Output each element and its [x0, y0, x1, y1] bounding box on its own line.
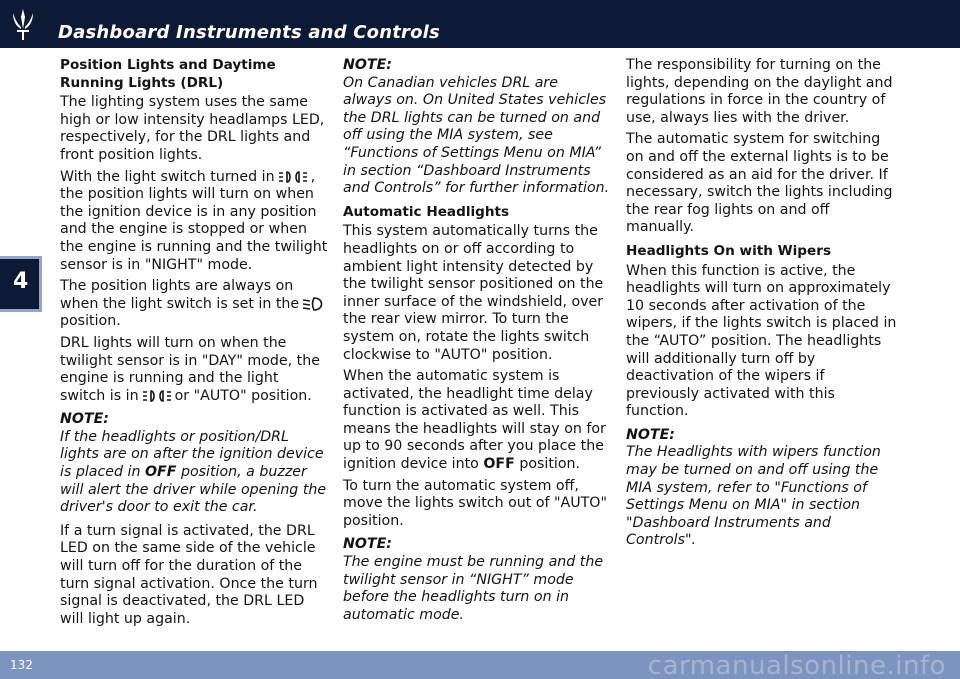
note-text: If the headlights or position/DRL lights are on after the ignition device is placed in OFF position, a buzzer will alert the driver while opening the driver's door to exit the car. [60, 428, 327, 516]
paragraph: With the light switch turned in , the position lights will turn on when the ignition device is in any position and the engine is stopped or when the engine is running and the twilight sensor is in "NIGHT" mode. [60, 168, 328, 273]
section-heading-position-lights: Position Lights and Daytime Running Lights (DRL) [60, 57, 276, 91]
section-heading-automatic-headlights: Automatic Headlights [343, 203, 510, 220]
paragraph: The responsibility for turning on the lights, depending on the daylight and regulations in force in the country of use, always lies with the driver. [626, 57, 893, 126]
note-text: The engine must be running and the twilight sensor in “NIGHT” mode before the headlights turn on in automatic mode. [343, 554, 604, 623]
section-heading-headlights-wipers: Headlights On with Wipers [626, 242, 832, 259]
low-beam-icon [302, 296, 324, 312]
position-lights-icon [278, 170, 308, 184]
paragraph: To turn the automatic system off, move the lights switch out of "AUTO" position. [343, 477, 607, 529]
note-label: NOTE: [60, 411, 109, 428]
paragraph: When this function is active, the headlights will turn on approximately 10 seconds after activation of the wipers, if the lights switch is placed in the “AUTO” position. The headlights will additionally turn off by deactivation of the wipers if previously activated with this function. [626, 262, 897, 420]
note-label: NOTE: [626, 426, 675, 443]
position-lights-icon [142, 389, 172, 403]
column-3 [626, 57, 898, 554]
page-title: Dashboard Instruments and Controls [58, 22, 440, 43]
paragraph: When the automatic system is activated, the headlight time delay function is activated as well. This means the headlights will stay on for up to 90 seconds after you place the ignition device into OFF position. [343, 368, 606, 473]
page-number: 132 [10, 658, 33, 672]
column-2 [343, 57, 611, 628]
page-footer [0, 651, 960, 679]
paragraph: The automatic system for switching on and off the external lights is to be considered as an aid for the driver. If necessary, switch the lights including the rear fog lights on and off manually. [626, 131, 893, 236]
trident-logo [8, 7, 38, 41]
paragraph: The position lights are always on when the light switch is set in theposition. [60, 278, 328, 331]
note-text: The Headlights with wipers function may be turned on and off using the MIA system, refer to "Functions of Settings Menu on MIA" in section "Dashboard Instruments and Controls". [626, 444, 881, 549]
paragraph: The lighting system uses the same high or low intensity headlamps LED, respectively, for the DRL lights and front position lights. [60, 94, 325, 163]
paragraph: If a turn signal is activated, the DRL LED on the same side of the vehicle will turn off for the duration of the turn signal activation. Once the turn signal is deactivated, the DRL LED will light up again. [60, 522, 318, 627]
column-1 [60, 57, 328, 632]
watermark: carmanualsonline.info [647, 651, 946, 679]
note-text: On Canadian vehicles DRL are always on. On United States vehicles the DRL lights can be turned on and off using the MIA system, see “Functions of Settings Menu on MIA” in section “Dashboard Instruments and Controls” for further information. [343, 74, 610, 197]
note-label: NOTE: [343, 57, 392, 73]
chapter-tab [0, 256, 42, 312]
paragraph: This system automatically turns the headlights on or off according to ambient light intensity detected by the twilight sensor positioned on the inner surface of the windshield, over the rear view mirror. To turn the system on, rotate the lights switch clockwise to "AUTO" position. [343, 223, 604, 363]
chapter-number: 4 [13, 269, 29, 294]
paragraph: DRL lights will turn on when the twilight sensor is in "DAY" mode, the engine is running and the light switch is in or "AUTO" position. [60, 334, 320, 404]
note-label: NOTE: [343, 536, 392, 553]
page-header [0, 0, 960, 48]
